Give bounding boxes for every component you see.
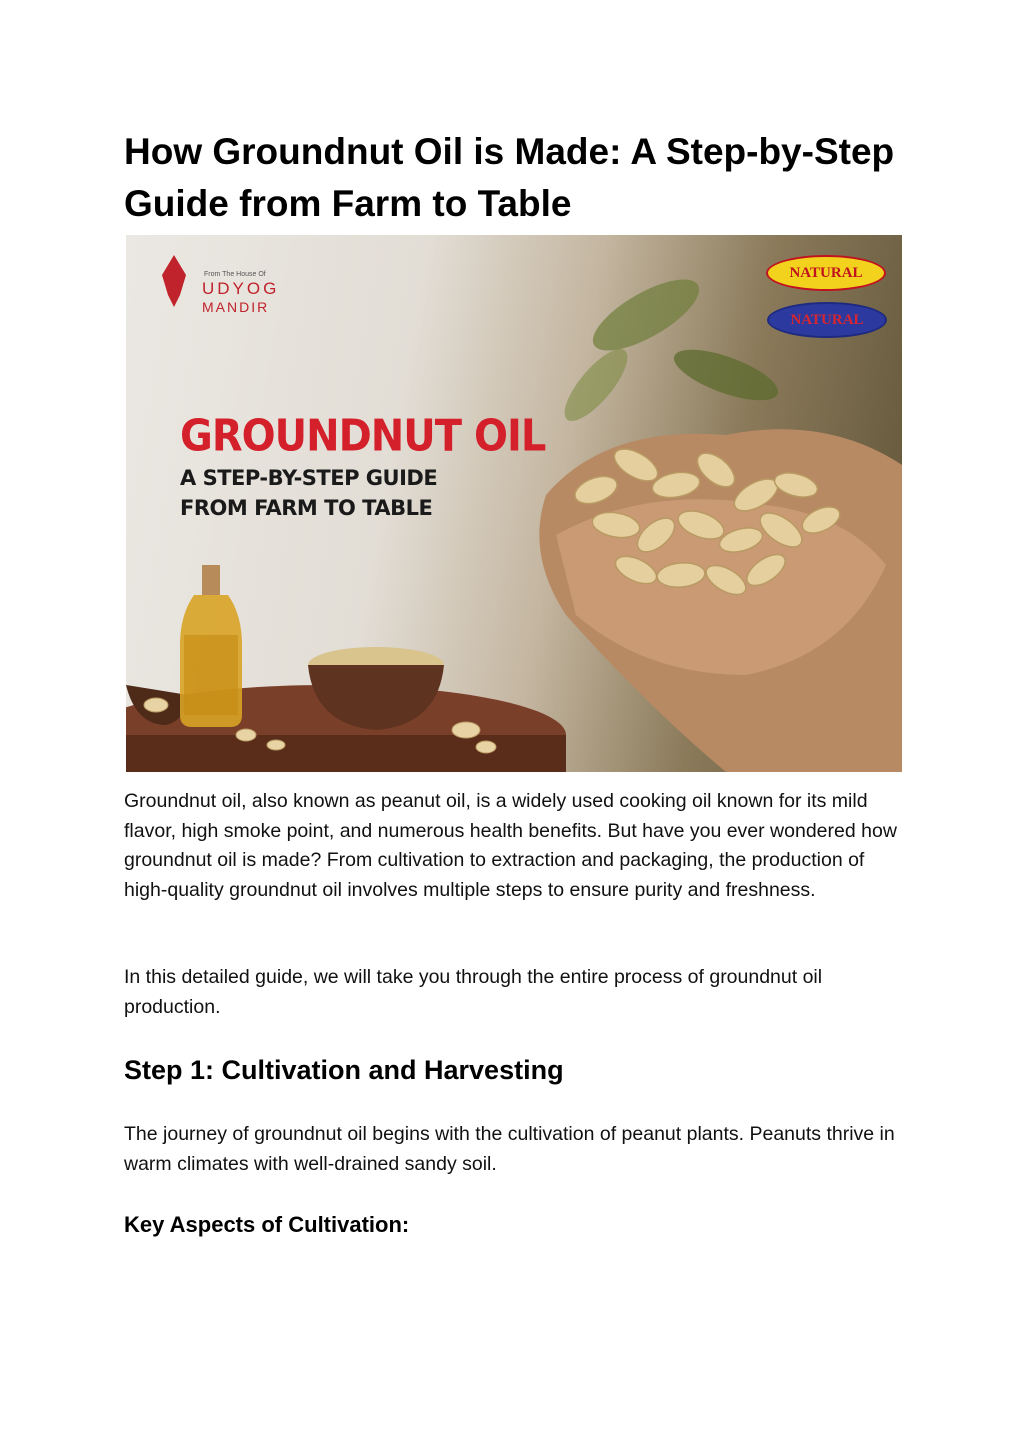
hero-subtitle: A STEP-BY-STEP GUIDE FROM FARM TO TABLE [180,466,438,520]
udyog-mandir-logo-icon [162,255,186,307]
natural-logo-blue: NATURAL [767,302,887,338]
hero-image [126,235,902,772]
cultivation-subheading: Key Aspects of Cultivation: [124,1212,410,1237]
natural-logo-yellow: NATURAL [766,255,886,291]
article-title: How Groundnut Oil is Made: A Step-by-Step Guide from Farm to Table [124,131,895,224]
brand-mandir-text: MANDIR [202,299,270,315]
step1-heading: Step 1: Cultivation and Harvesting [124,1055,564,1085]
hero-title: GROUNDNUT OIL [180,410,546,462]
brand-from-text: From The House Of [204,271,266,278]
guide-paragraph: In this detailed guide, we will take you through the entire process of groundnut oil production. [124,966,823,1018]
step1-paragraph: The journey of groundnut oil begins with the cultivation of peanut plants. Peanuts thrive in warm climates with well-drained sandy soil. [124,1123,895,1175]
brand-udyog-text: UDYOG [202,279,280,298]
intro-paragraph: Groundnut oil, also known as peanut oil, is a widely used cooking oil known for its mild flavor, high smoke point, and numerous health benefits. But have you ever wondered how groundnut oil is made? From cultivation to extraction and packaging, the production of high-quality groundnut oil involves multiple steps to ensure purity and freshness. [124,790,897,901]
